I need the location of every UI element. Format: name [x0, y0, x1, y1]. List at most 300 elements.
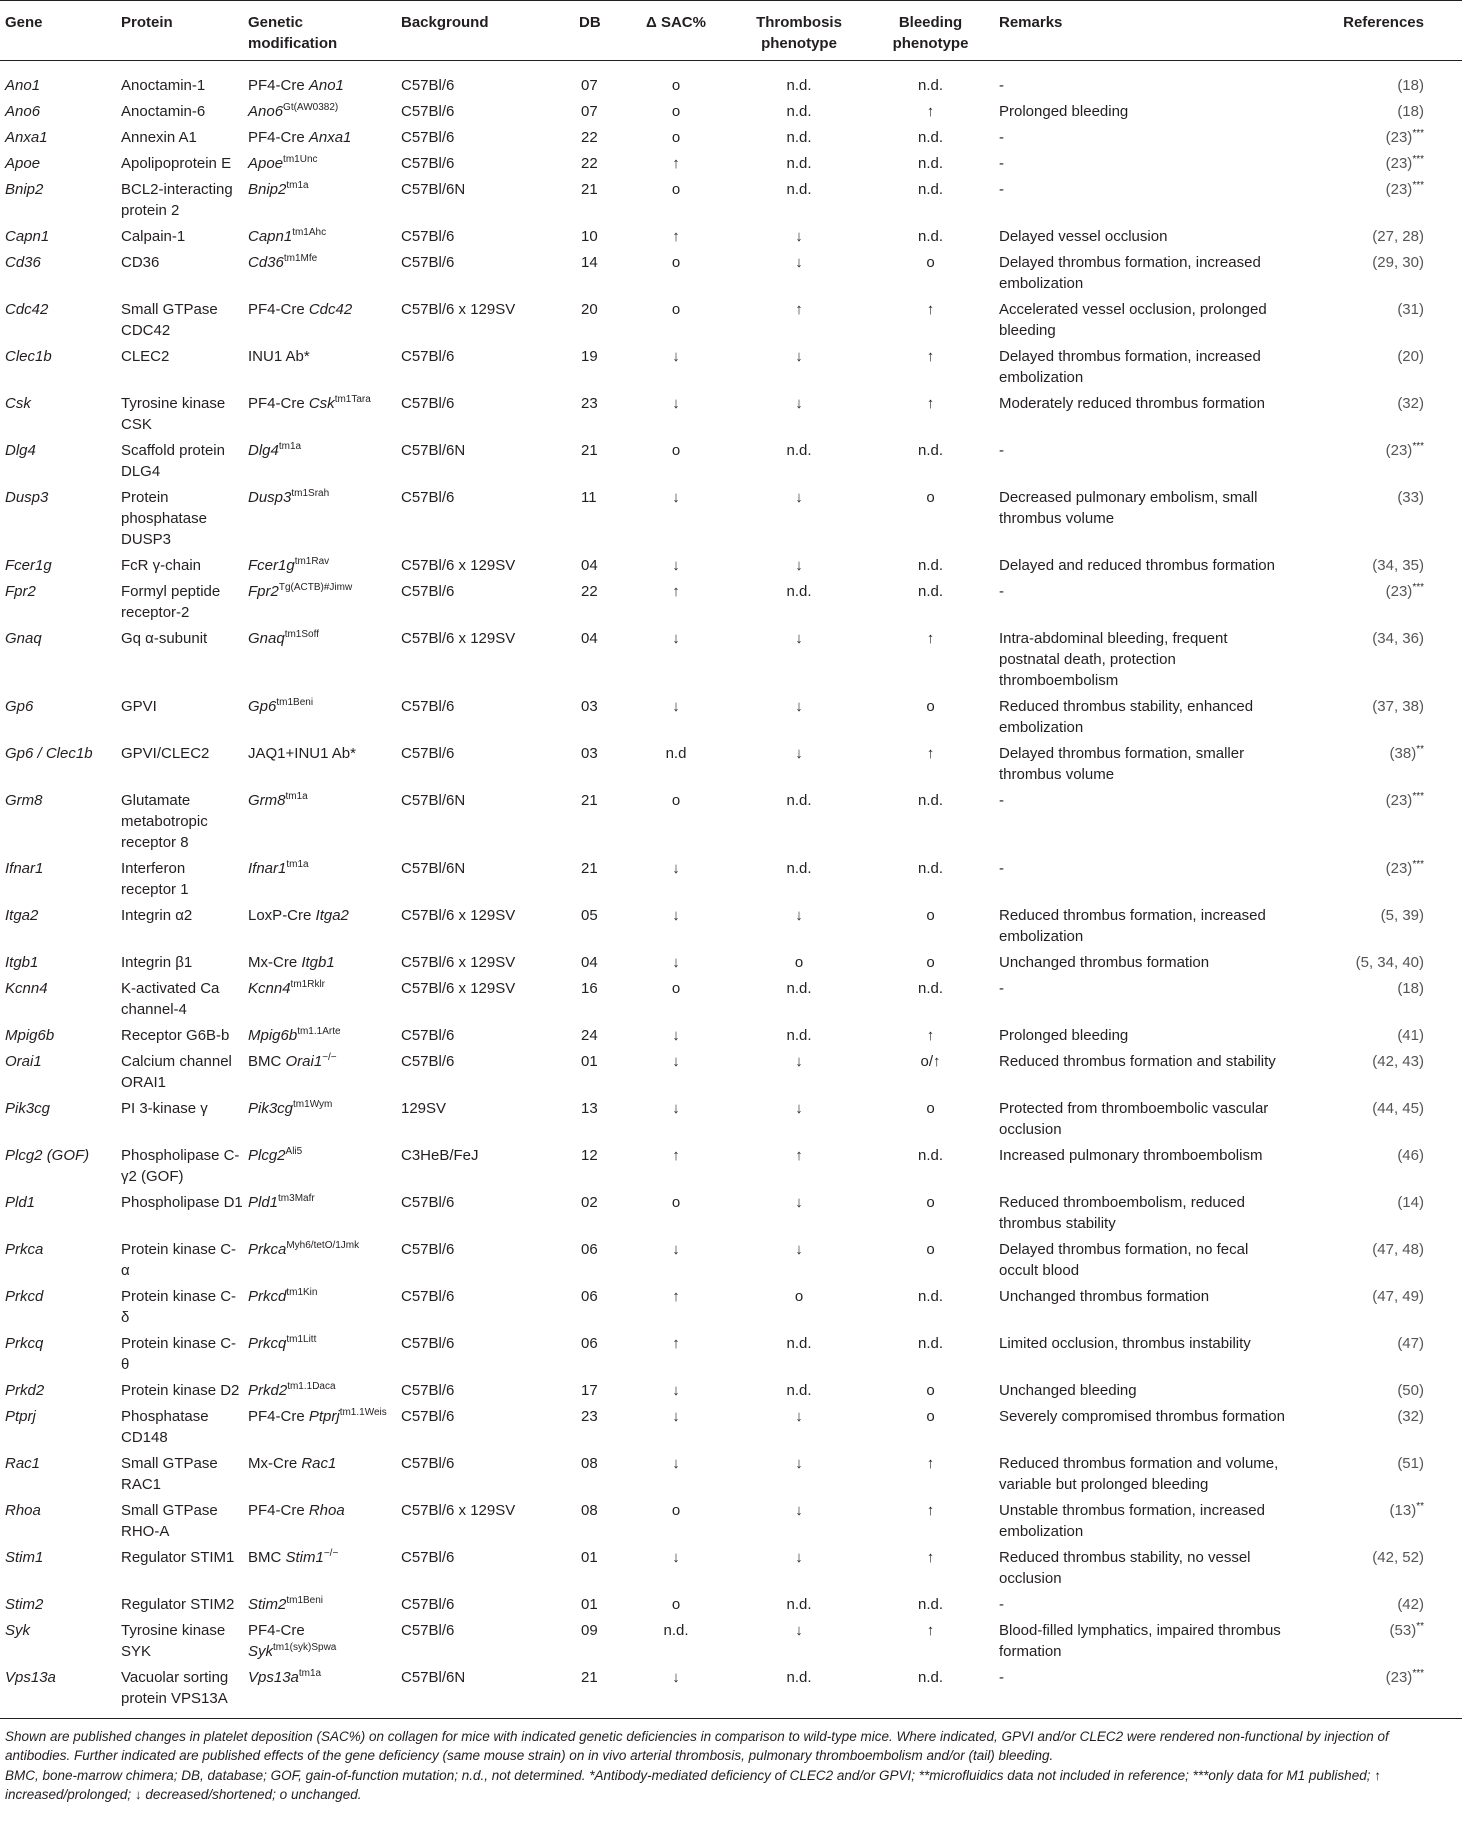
table-row — [0, 1098, 1462, 1145]
header-modification: Genetic modification — [243, 1, 396, 61]
thrombosis-cell: n.d. — [786, 1382, 812, 1399]
reference-cell: (23)*** — [1385, 154, 1424, 172]
table-row — [0, 1406, 1462, 1453]
bleeding-cell: ↑ — [926, 1502, 935, 1519]
sac-cell: ↓ — [672, 1408, 680, 1425]
bleeding-cell: o — [926, 1241, 935, 1258]
remarks-cell: Accelerated vessel occlusion, prolonged bleeding — [999, 301, 1267, 339]
modification-cell: $Capn1^{tm1Ahc}$ — [248, 227, 327, 245]
reference-cell: (23)*** — [1385, 180, 1424, 198]
sac-cell: o — [671, 980, 681, 997]
sac-cell: o — [671, 301, 681, 318]
protein-cell: Calcium channel ORAI1 — [121, 1053, 232, 1091]
thrombosis-cell: ↓ — [795, 1502, 803, 1519]
remarks-cell: - — [999, 860, 1004, 877]
background-cell: C57Bl/6 — [401, 77, 455, 94]
reference-cell: (23)*** — [1385, 128, 1424, 146]
background-cell: C57Bl/6N — [401, 860, 466, 877]
thrombosis-cell: ↓ — [795, 557, 803, 574]
background-cell: C57Bl/6 — [401, 698, 455, 715]
bleeding-cell: ↑ — [926, 1622, 935, 1639]
db-cell: 05 — [581, 907, 598, 924]
sac-cell: ↓ — [672, 395, 680, 412]
remarks-cell: - — [999, 181, 1004, 198]
reference-cell: (37, 38) — [1372, 698, 1424, 715]
modification-cell: $Pld1^{tm3Mafr}$ — [248, 1193, 315, 1211]
table-row — [0, 1594, 1462, 1620]
table-row — [0, 226, 1462, 252]
bleeding-cell: o — [926, 1382, 935, 1399]
modification-cell: INU1 Ab* — [248, 348, 310, 365]
protein-cell: Regulator STIM1 — [121, 1549, 235, 1566]
db-cell: 04 — [581, 630, 598, 647]
modification-cell: $Grm8^{tm1a}$ — [248, 791, 308, 809]
gene-cell: Rhoa — [5, 1502, 41, 1519]
gene-cell: Grm8 — [5, 792, 43, 809]
bleeding-cell: o — [926, 1194, 935, 1211]
modification-cell: BMC Orai1−/− — [248, 1052, 337, 1070]
modification-cell: $Fcer1g^{tm1Rav}$ — [248, 556, 330, 574]
modification-cell: Apoe$^{tm1Unc}$ — [248, 154, 318, 172]
thrombosis-cell: ↓ — [795, 348, 803, 365]
db-cell: 22 — [581, 155, 598, 172]
remarks-cell: Moderately reduced thrombus formation — [999, 395, 1265, 412]
db-cell: 12 — [581, 1147, 598, 1164]
db-cell: 08 — [581, 1502, 598, 1519]
bleeding-cell: ↑ — [926, 301, 935, 318]
remarks-cell: Delayed thrombus formation, increased embolization — [999, 254, 1261, 292]
thrombosis-cell: n.d. — [786, 1596, 812, 1613]
header-bleeding: Bleeding phenotype — [867, 1, 994, 61]
background-cell: C57Bl/6N — [396, 1667, 544, 1719]
db-cell: 06 — [581, 1335, 598, 1352]
gene-cell: Mpig6b — [5, 1027, 55, 1044]
protein-cell: Integrin β1 — [121, 954, 193, 971]
reference-cell: (5, 39) — [1380, 907, 1424, 924]
thrombosis-cell: ↓ — [795, 1241, 803, 1258]
remarks-cell: - — [999, 792, 1004, 809]
bleeding-cell: n.d. — [867, 1667, 994, 1719]
table-row — [0, 581, 1462, 628]
db-cell: 11 — [581, 489, 597, 506]
modification-cell: $Gp6^{tm1Beni}$ — [248, 697, 314, 715]
background-cell: 129SV — [401, 1100, 447, 1117]
reference-cell: (5, 34, 40) — [1355, 954, 1424, 971]
protein-cell: Apolipoprotein E — [121, 155, 232, 172]
sac-cell: n.d — [665, 745, 687, 762]
sac-cell: ↓ — [672, 489, 680, 506]
table-row — [0, 1239, 1462, 1286]
sac-cell: ↓ — [672, 954, 680, 971]
thrombosis-cell: ↓ — [795, 228, 803, 245]
modification-cell: $Dlg4^{tm1a}$ — [248, 441, 302, 459]
bleeding-cell: n.d. — [917, 129, 944, 146]
modification-cell: $Prkd2^{tm1.1Daca}$ — [248, 1381, 336, 1399]
reference-cell: (34, 35) — [1372, 557, 1424, 574]
table-body — [0, 61, 1462, 1719]
bleeding-cell: n.d. — [917, 792, 944, 809]
background-cell: C57Bl/6 — [401, 1288, 455, 1305]
bleeding-cell: n.d. — [917, 860, 944, 877]
thrombosis-cell: ↓ — [795, 1100, 803, 1117]
gene-cell: Pik3cg — [5, 1100, 51, 1117]
header-gene: Gene — [0, 1, 116, 61]
table-row — [0, 1192, 1462, 1239]
remarks-cell: Protected from thromboembolic vascular occlusion — [999, 1100, 1269, 1138]
remarks-cell: Delayed thrombus formation, smaller thrombus volume — [999, 745, 1245, 783]
db-cell: 14 — [581, 254, 598, 271]
modification-cell: PF4-Cre Anxa1 — [248, 129, 352, 146]
protein-cell: Small GTPase CDC42 — [121, 301, 218, 339]
db-cell: 23 — [581, 395, 598, 412]
bleeding-cell: ↑ — [926, 103, 935, 120]
remarks-cell: - — [999, 1596, 1004, 1613]
protein-cell: Protein kinase C-θ — [121, 1335, 237, 1373]
bleeding-cell: o — [926, 1408, 935, 1425]
sac-cell: o — [671, 254, 681, 271]
background-cell: C57Bl/6 — [401, 1408, 455, 1425]
db-cell: 21 — [581, 860, 598, 877]
gene-cell: Apoe — [5, 155, 41, 172]
sac-cell: ↓ — [672, 860, 680, 877]
reference-cell: (47) — [1397, 1335, 1424, 1352]
gene-cell: Cd36 — [5, 254, 41, 271]
sac-cell: o — [671, 103, 681, 120]
bleeding-cell: ↑ — [926, 630, 935, 647]
reference-cell: (18) — [1397, 77, 1424, 94]
reference-cell: (50) — [1397, 1382, 1424, 1399]
table-row — [0, 978, 1462, 1025]
modification-cell: $Ifnar1^{tm1a}$ — [248, 859, 309, 877]
table-row — [0, 487, 1462, 555]
table-row — [0, 1500, 1462, 1547]
thrombosis-cell: ↓ — [795, 630, 803, 647]
modification-cell: PF4-Cre Rhoa — [248, 1502, 345, 1519]
table-footnote: Shown are published changes in platelet deposition (SAC%) on collagen for mice with indicated genetic deficiencies in comparison to wild-type mice. Where indicated, GPVI and/or CLEC2 were rendered non-functional by injection of antibodies. Further indicated are published effects of the gene deficiency (same mouse strain) on in vivo arterial thrombosis, pulmonary thromboembolism and/or (tail) bleeding. — [5, 1729, 1389, 1763]
sac-cell: ↓ — [672, 1241, 680, 1258]
bleeding-cell: ↑ — [926, 1027, 935, 1044]
table-legend: BMC, bone-marrow chimera; DB, database; GOF, gain-of-function mutation; n.d., not determined. *Antibody-mediated deficiency of CLEC2 and/or GPVI; **microfluidics data not included in reference; ***only data for M1 published; ↑ increased/prolonged; ↓ decreased/shortened; o unchanged. — [5, 1768, 1381, 1802]
protein-cell: Interferon receptor 1 — [121, 860, 189, 898]
reference-cell: (13)** — [1389, 1501, 1424, 1519]
db-cell: 08 — [581, 1455, 598, 1472]
sac-cell: ↓ — [672, 1549, 680, 1566]
background-cell: C57Bl/6 x 129SV — [401, 907, 516, 924]
thrombosis-cell: ↓ — [795, 1194, 803, 1211]
protein-cell: K-activated Ca channel-4 — [121, 980, 220, 1018]
sac-cell: n.d. — [663, 1622, 689, 1639]
table-row — [0, 555, 1462, 581]
sac-cell: ↑ — [672, 155, 680, 172]
modification-cell: $Pik3cg^{tm1Wym}$ — [248, 1099, 333, 1117]
modification-cell: $Kcnn4^{tm1Rklr}$ — [248, 979, 325, 997]
background-cell: C57Bl/6 x 129SV — [401, 301, 516, 318]
background-cell: C57Bl/6 — [401, 155, 455, 172]
protein-cell: Glutamate metabotropic receptor 8 — [121, 792, 208, 851]
modification-cell: $Stim2^{tm1Beni}$ — [248, 1595, 324, 1613]
protein-cell: Annexin A1 — [121, 129, 197, 146]
protein-cell: BCL2-interacting protein 2 — [121, 181, 233, 219]
reference-cell: (44, 45) — [1372, 1100, 1424, 1117]
bleeding-cell: n.d. — [917, 1335, 944, 1352]
db-cell: 06 — [581, 1288, 598, 1305]
db-cell: 20 — [581, 301, 598, 318]
reference-cell: (53)** — [1389, 1621, 1424, 1639]
sac-cell: ↓ — [672, 1053, 680, 1070]
protein-cell: Calpain-1 — [121, 228, 186, 245]
reference-cell: (31) — [1397, 301, 1424, 318]
modification-cell: $Cd36^{tm1Mfe}$ — [248, 253, 318, 271]
table-row — [0, 1547, 1462, 1594]
remarks-cell: Intra-abdominal bleeding, frequent postnatal death, protection thromboembolism — [999, 630, 1228, 689]
sac-cell: ↓ — [672, 907, 680, 924]
protein-cell: Protein kinase D2 — [121, 1382, 240, 1399]
table-row — [0, 1620, 1462, 1667]
table-row — [0, 858, 1462, 905]
gene-cell: Prkcq — [5, 1335, 44, 1352]
reference-cell: (14) — [1397, 1194, 1424, 1211]
bleeding-cell: n.d. — [917, 77, 944, 94]
reference-cell: (23)*** — [1290, 1667, 1462, 1719]
thrombosis-cell: ↓ — [795, 1455, 803, 1472]
gene-cell: Fpr2 — [5, 583, 36, 600]
background-cell: C57Bl/6 — [401, 1622, 455, 1639]
protein-cell: Anoctamin-1 — [121, 77, 206, 94]
background-cell: C57Bl/6 — [401, 489, 455, 506]
thrombosis-cell: n.d. — [786, 442, 812, 459]
bleeding-cell: ↑ — [926, 348, 935, 365]
reference-cell: (23)*** — [1385, 859, 1424, 877]
gene-cell: Prkcd — [5, 1288, 44, 1305]
bleeding-cell: n.d. — [917, 1596, 944, 1613]
table-row — [0, 743, 1462, 790]
db-cell: 03 — [581, 745, 598, 762]
db-cell: 13 — [581, 1100, 598, 1117]
sac-cell: ↓ — [672, 1027, 680, 1044]
protein-cell: GPVI — [121, 698, 157, 715]
remarks-cell: - — [999, 583, 1004, 600]
background-cell: C57Bl/6 x 129SV — [401, 954, 516, 971]
protein-cell: CD36 — [121, 254, 160, 271]
db-cell: 06 — [581, 1241, 598, 1258]
reference-cell: (51) — [1397, 1455, 1424, 1472]
background-cell: C57Bl/6 — [401, 1335, 455, 1352]
gene-cell: Rac1 — [5, 1455, 41, 1472]
bleeding-cell: ↑ — [926, 1455, 935, 1472]
sac-cell: ↓ — [672, 1100, 680, 1117]
modification-cell: Mx-Cre Itgb1 — [248, 954, 335, 971]
reference-cell: (23)*** — [1385, 582, 1424, 600]
background-cell: C57Bl/6 — [401, 1194, 455, 1211]
header-sac: Δ SAC% — [621, 1, 731, 61]
db-cell: 21 — [544, 1667, 621, 1719]
db-cell: 04 — [581, 557, 598, 574]
remarks-cell: - — [999, 980, 1004, 997]
thrombosis-cell: n.d. — [786, 980, 812, 997]
db-cell: 01 — [581, 1549, 598, 1566]
remarks-cell: Blood-filled lymphatics, impaired thrombus formation — [999, 1622, 1281, 1660]
gene-cell: Gp6 / Clec1b — [5, 745, 93, 762]
db-cell: 22 — [581, 129, 598, 146]
bleeding-cell: n.d. — [917, 228, 944, 245]
remarks-cell: Unchanged thrombus formation — [999, 1288, 1210, 1305]
modification-cell: PF4-Cre Csk$^{tm1Tara}$ — [248, 394, 371, 412]
modification-cell: $Dusp3^{tm1Srah}$ — [248, 488, 330, 506]
gene-cell: Prkd2 — [5, 1382, 45, 1399]
reference-cell: (18) — [1397, 980, 1424, 997]
bleeding-cell: n.d. — [917, 1147, 944, 1164]
header-thrombosis: Thrombosis phenotype — [731, 1, 867, 61]
reference-cell: (42) — [1397, 1596, 1424, 1613]
modification-cell: PF4-Cre Ano1 — [248, 77, 344, 94]
remarks-cell: - — [999, 129, 1004, 146]
modification-cell: JAQ1+INU1 Ab* — [248, 745, 356, 762]
background-cell: C57Bl/6 x 129SV — [401, 1502, 516, 1519]
remarks-cell: Unstable thrombus formation, increased embolization — [999, 1502, 1265, 1540]
protein-cell: Tyrosine kinase CSK — [121, 395, 226, 433]
sac-cell: o — [671, 129, 681, 146]
thrombosis-cell: ↓ — [795, 489, 803, 506]
thrombosis-cell: n.d. — [786, 181, 812, 198]
protein-cell: Phosphatase CD148 — [121, 1408, 209, 1446]
background-cell: C57Bl/6N — [401, 792, 466, 809]
reference-cell: (29, 30) — [1372, 254, 1424, 271]
bleeding-cell: o/↑ — [920, 1053, 941, 1070]
background-cell: C57Bl/6 — [401, 1596, 455, 1613]
gene-cell: Itga2 — [5, 907, 39, 924]
db-cell: 19 — [581, 348, 598, 365]
protein-cell: Vacuolar sorting protein VPS13A — [116, 1667, 243, 1719]
gene-cell: Fcer1g — [5, 557, 52, 574]
gene-cell: Dlg4 — [5, 442, 36, 459]
sac-cell: ↑ — [672, 1335, 680, 1352]
table-row — [0, 1145, 1462, 1192]
sac-cell: o — [671, 792, 681, 809]
header-db: DB — [544, 1, 621, 61]
modification-cell: BMC Stim1−/− — [248, 1548, 339, 1566]
protein-cell: Integrin α2 — [121, 907, 193, 924]
gene-cell: Cdc42 — [5, 301, 49, 318]
background-cell: C57Bl/6 — [401, 395, 455, 412]
thrombosis-cell: ↓ — [795, 1622, 803, 1639]
thrombosis-cell: o — [794, 954, 804, 971]
table-row — [0, 61, 1462, 102]
gene-cell: Gnaq — [5, 630, 42, 647]
table-row — [0, 252, 1462, 299]
reference-cell: (18) — [1397, 103, 1424, 120]
protein-cell: Anoctamin-6 — [121, 103, 206, 120]
sac-cell: ↑ — [672, 583, 680, 600]
protein-cell: CLEC2 — [121, 348, 170, 365]
gene-cell: Syk — [5, 1622, 31, 1639]
sac-cell: ↓ — [672, 348, 680, 365]
sac-cell: ↓ — [672, 557, 680, 574]
background-cell: C57Bl/6N — [401, 442, 466, 459]
protein-cell: Phospholipase D1 — [121, 1194, 243, 1211]
reference-cell: (23)*** — [1385, 441, 1424, 459]
modification-cell: $Mpig6b^{tm1.1Arte}$ — [248, 1026, 341, 1044]
background-cell: C57Bl/6 — [401, 745, 455, 762]
db-cell: 04 — [581, 954, 598, 971]
thrombosis-cell: ↓ — [795, 254, 803, 271]
sac-cell: o — [671, 442, 681, 459]
reference-cell: (41) — [1397, 1027, 1424, 1044]
background-cell: C57Bl/6 — [401, 583, 455, 600]
background-cell: C57Bl/6 — [401, 1027, 455, 1044]
sac-cell: o — [671, 1596, 681, 1613]
thrombosis-cell: n.d. — [786, 792, 812, 809]
modification-cell: Mx-Cre Rac1 — [248, 1455, 337, 1472]
table-row — [0, 440, 1462, 487]
protein-cell: FcR γ-chain — [121, 557, 202, 574]
reference-cell: (47, 49) — [1372, 1288, 1424, 1305]
sac-cell: o — [671, 181, 681, 198]
thrombosis-cell: ↑ — [795, 1147, 803, 1164]
gene-cell: Csk — [5, 395, 31, 412]
remarks-cell: - — [999, 442, 1004, 459]
sac-cell: o — [671, 1502, 681, 1519]
table-row — [0, 1333, 1462, 1380]
modification-cell: PF4-Cre Ptprj$^{tm1.1Weis}$ — [248, 1407, 387, 1425]
db-cell: 17 — [581, 1382, 598, 1399]
protein-cell: Receptor G6B-b — [121, 1027, 230, 1044]
protein-cell: Phospholipase C-γ2 (GOF) — [121, 1147, 240, 1185]
table-row — [0, 1025, 1462, 1051]
table-row — [0, 1667, 1462, 1719]
thrombosis-cell: o — [794, 1288, 804, 1305]
table-row — [0, 952, 1462, 978]
table-row — [0, 101, 1462, 127]
db-cell: 24 — [581, 1027, 598, 1044]
table-row — [0, 1453, 1462, 1500]
db-cell: 22 — [581, 583, 598, 600]
thrombosis-cell: ↓ — [795, 1053, 803, 1070]
remarks-cell: Delayed thrombus formation, increased embolization — [999, 348, 1261, 386]
thrombosis-cell: n.d. — [786, 583, 812, 600]
remarks-cell: Reduced thromboembolism, reduced thrombus stability — [999, 1194, 1245, 1232]
modification-cell: Prkcq$^{tm1Litt}$ — [248, 1334, 317, 1352]
bleeding-cell: n.d. — [917, 442, 944, 459]
db-cell: 21 — [581, 181, 598, 198]
modification-cell: Prkcd$^{tm1Kin}$ — [248, 1287, 318, 1305]
sac-cell: ↑ — [672, 1288, 680, 1305]
thrombosis-cell: ↓ — [795, 1549, 803, 1566]
table-row — [0, 1286, 1462, 1333]
thrombosis-cell: n.d. — [786, 860, 812, 877]
background-cell: C57Bl/6 — [401, 1053, 455, 1070]
thrombosis-cell: n.d. — [786, 129, 812, 146]
gene-cell: Stim1 — [5, 1549, 44, 1566]
background-cell: C57Bl/6 — [401, 1382, 455, 1399]
background-cell: C57Bl/6 x 129SV — [401, 980, 516, 997]
modification-cell: $Plcg2^{Ali5}$ — [248, 1146, 303, 1164]
remarks-cell: Prolonged bleeding — [999, 1027, 1129, 1044]
table-row — [0, 127, 1462, 153]
header-background: Background — [396, 1, 544, 61]
bleeding-cell: ↑ — [926, 745, 935, 762]
gene-cell: Stim2 — [5, 1596, 44, 1613]
protein-cell: Gq α-subunit — [121, 630, 208, 647]
thrombosis-cell: n.d. — [786, 155, 812, 172]
table-row — [0, 696, 1462, 743]
modification-cell: $Vps13a^{tm1a}$ — [243, 1667, 396, 1719]
db-cell: 10 — [581, 228, 598, 245]
thrombosis-cell: ↓ — [795, 1408, 803, 1425]
gene-cell: Gp6 — [5, 698, 34, 715]
db-cell: 01 — [581, 1596, 598, 1613]
reference-cell: (38)** — [1389, 744, 1424, 762]
remarks-cell: Reduced thrombus formation, increased embolization — [999, 907, 1266, 945]
